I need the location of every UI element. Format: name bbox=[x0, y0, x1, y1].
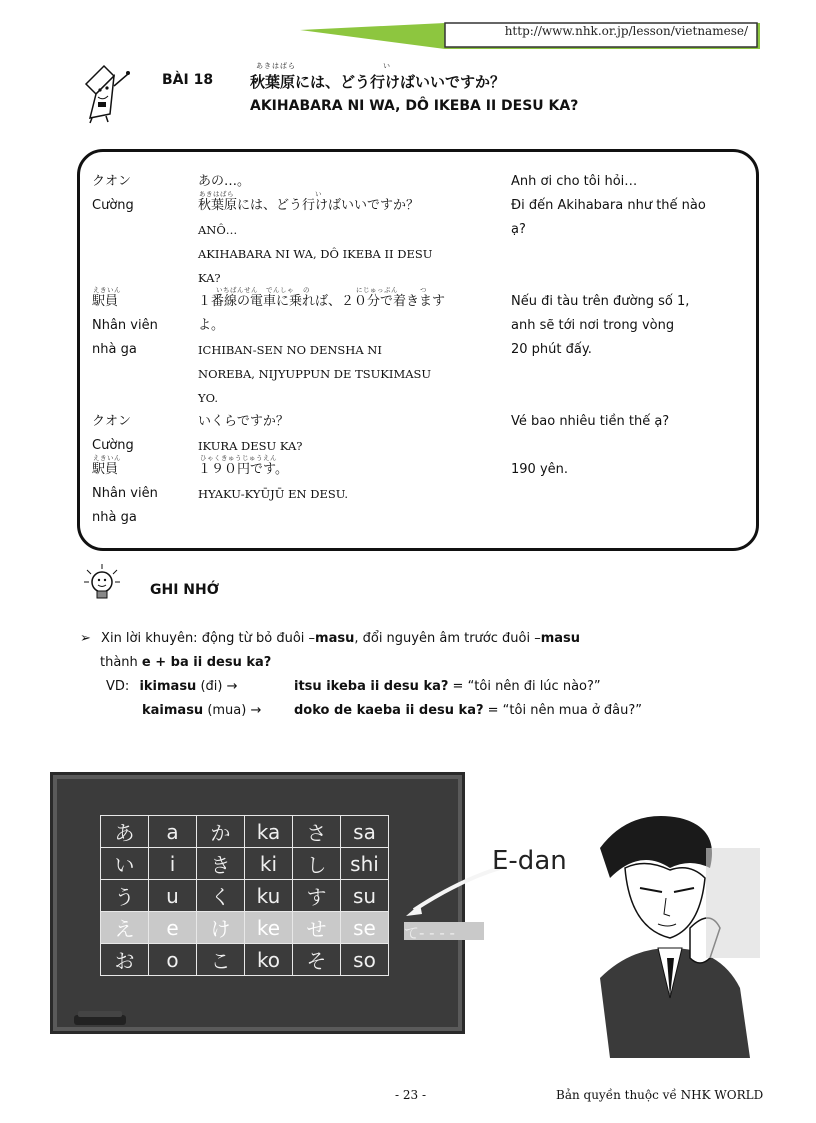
example-translation: = “tôi nên mua ở đâu?” bbox=[483, 703, 642, 718]
kana-cell: u bbox=[149, 880, 197, 912]
ruby-akihabara: あきはばら bbox=[199, 190, 234, 198]
kana-row-o bbox=[101, 944, 389, 976]
speaker-kuon-2: クオン Cường bbox=[92, 414, 134, 453]
ruby-hyaku: ひゃくきゅうじゅうえん bbox=[200, 454, 277, 462]
dialog-jp-4: いくらですか？ bbox=[198, 414, 289, 429]
jp-text: あの…。 bbox=[198, 174, 251, 189]
tip-line-2 bbox=[100, 652, 271, 674]
example-2 bbox=[142, 700, 261, 722]
kana-cell: ki bbox=[245, 848, 293, 880]
kana-cell: ko bbox=[245, 944, 293, 976]
kana-cell: き bbox=[197, 848, 245, 880]
kana-cell: a bbox=[149, 816, 197, 848]
url-text[interactable]: http://www.nhk.or.jp/lesson/vietnamese/ bbox=[504, 24, 748, 38]
tip-text: Xin lời khuyên: động từ bỏ đuôi – bbox=[101, 631, 316, 646]
title-ruby-akihabara: あきはばら bbox=[256, 62, 296, 70]
ruby-ekiin-2: えきいん bbox=[93, 454, 121, 462]
kana-cell: く bbox=[197, 880, 245, 912]
pencil-mascot-icon bbox=[76, 62, 132, 124]
dialog-jp-3: １番線の電車に乗れば、２０分で着きます よ。 bbox=[198, 294, 446, 333]
dialog-vi-4: Vé bao nhiêu tiền thế ạ? bbox=[511, 414, 670, 429]
kana-row-e bbox=[101, 912, 389, 944]
example-1-answer bbox=[294, 676, 601, 698]
kana-cell: あ bbox=[101, 816, 149, 848]
memo-heading: GHI NHỚ bbox=[150, 582, 219, 598]
kana-cell: i bbox=[149, 848, 197, 880]
kana-cell: こ bbox=[197, 944, 245, 976]
dialog-vi-3: Nếu đi tàu trên đường số 1, anh sẽ tới nơi trong vòng 20 phút đấy. bbox=[511, 294, 690, 357]
example-verb: kaimasu bbox=[142, 703, 204, 718]
kana-cell: se bbox=[341, 912, 389, 944]
kana-cell: う bbox=[101, 880, 149, 912]
kana-cell: so bbox=[341, 944, 389, 976]
kana-cell: ku bbox=[245, 880, 293, 912]
ruby-ekiin-1: えきいん bbox=[93, 286, 121, 294]
ruby-nijuppun: にじゅっぷん bbox=[356, 286, 398, 294]
kana-row-i bbox=[101, 848, 389, 880]
kana-cell: い bbox=[101, 848, 149, 880]
tip-bold: masu bbox=[540, 631, 581, 646]
e-dan-tail: て- - - - bbox=[404, 922, 484, 940]
kana-row-a bbox=[101, 816, 389, 848]
example-prefix: VD: bbox=[106, 679, 130, 694]
dialog-romaji-2: ANÔ… AKIHABARA NI WA, DÔ IKEBA II DESU KA? bbox=[198, 223, 433, 285]
ruby-densha: でんしゃ bbox=[266, 286, 294, 294]
kana-cell: ka bbox=[245, 816, 293, 848]
example-1 bbox=[106, 676, 237, 698]
kana-cell: せ bbox=[293, 912, 341, 944]
dialog-jp-2 bbox=[198, 194, 419, 218]
kana-table bbox=[100, 815, 389, 976]
dialog-jp-5: １９０円です。 bbox=[198, 462, 288, 477]
vi-text: Anh ơi cho tôi hỏi… bbox=[511, 174, 638, 189]
lesson-title-japanese: 秋葉原には、どう行けばいいですか？ bbox=[250, 73, 506, 91]
kana-cell: え bbox=[101, 912, 149, 944]
kana-cell: か bbox=[197, 816, 245, 848]
url-banner bbox=[300, 20, 760, 52]
jp-text: 秋葉原には、どう行けばいいですか？ bbox=[198, 198, 420, 213]
tip-bold: masu bbox=[315, 631, 355, 646]
ruby-i: い bbox=[315, 190, 322, 198]
kana-cell: e bbox=[149, 912, 197, 944]
kana-cell: su bbox=[341, 880, 389, 912]
ruby-no: の bbox=[303, 286, 310, 294]
example-answer: doko de kaeba ii desu ka? bbox=[294, 703, 484, 718]
kana-cell: ke bbox=[245, 912, 293, 944]
ruby-tsu: つ bbox=[420, 286, 427, 294]
kana-row-u bbox=[101, 880, 389, 912]
kana-cell: し bbox=[293, 848, 341, 880]
student-illustration-icon bbox=[570, 808, 760, 1058]
example-gloss: (đi) → bbox=[196, 679, 238, 694]
dialog-vi-1 bbox=[511, 170, 637, 194]
speaker-kuon-1 bbox=[92, 170, 134, 218]
dialog-romaji-4: IKURA DESU KA? bbox=[198, 439, 303, 453]
example-answer: itsu ikeba ii desu ka? bbox=[294, 679, 449, 694]
bullet-arrow-icon: ➢ bbox=[80, 631, 91, 646]
speaker-ekiin-1: 駅員 Nhân viên nhà ga bbox=[92, 294, 158, 357]
lightbulb-icon bbox=[82, 562, 122, 602]
speaker-ekiin-2: 駅員 Nhân viên nhà ga bbox=[92, 462, 158, 525]
example-verb: ikimasu bbox=[139, 679, 197, 694]
lesson-number: BÀI 18 bbox=[162, 72, 214, 88]
ruby-ichibansen: いちばんせん bbox=[216, 286, 258, 294]
kana-cell: け bbox=[197, 912, 245, 944]
dialog-vi-5: 190 yên. bbox=[511, 462, 569, 477]
dialog-vi-2: Đi đến Akihabara như thế nào ạ? bbox=[511, 198, 706, 237]
tip-text: thành bbox=[100, 655, 142, 670]
copyright: Bản quyền thuộc về NHK WORLD bbox=[556, 1088, 764, 1102]
example-2-answer bbox=[294, 700, 642, 722]
speaker-name: クオン Cường bbox=[92, 174, 134, 213]
kana-cell: そ bbox=[293, 944, 341, 976]
dialog-romaji-5: HYAKU-KYŪJŪ EN DESU. bbox=[198, 487, 349, 501]
example-translation: = “tôi nên đi lúc nào?” bbox=[448, 679, 601, 694]
eraser-icon bbox=[74, 1011, 126, 1025]
kana-cell: sa bbox=[341, 816, 389, 848]
tip-line-1 bbox=[80, 628, 580, 650]
lesson-title-romaji: AKIHABARA NI WA, DÔ IKEBA II DESU KA? bbox=[250, 98, 579, 114]
tip-bold: e + ba ii desu ka? bbox=[141, 655, 272, 670]
kana-cell: o bbox=[149, 944, 197, 976]
tip-text: , đổi nguyên âm trước đuôi – bbox=[354, 631, 541, 646]
dialog-romaji-3: ICHIBAN-SEN NO DENSHA NI NOREBA, NIJYUPPUN DE TSUKIMASU YO. bbox=[198, 343, 432, 405]
title-ruby-i: い bbox=[383, 62, 391, 70]
kana-cell: さ bbox=[293, 816, 341, 848]
e-dan-label: E-dan bbox=[492, 846, 567, 876]
kana-cell: お bbox=[101, 944, 149, 976]
page-number: - 23 - bbox=[395, 1088, 427, 1102]
kana-cell: shi bbox=[341, 848, 389, 880]
kana-cell: す bbox=[293, 880, 341, 912]
example-gloss: (mua) → bbox=[203, 703, 262, 718]
